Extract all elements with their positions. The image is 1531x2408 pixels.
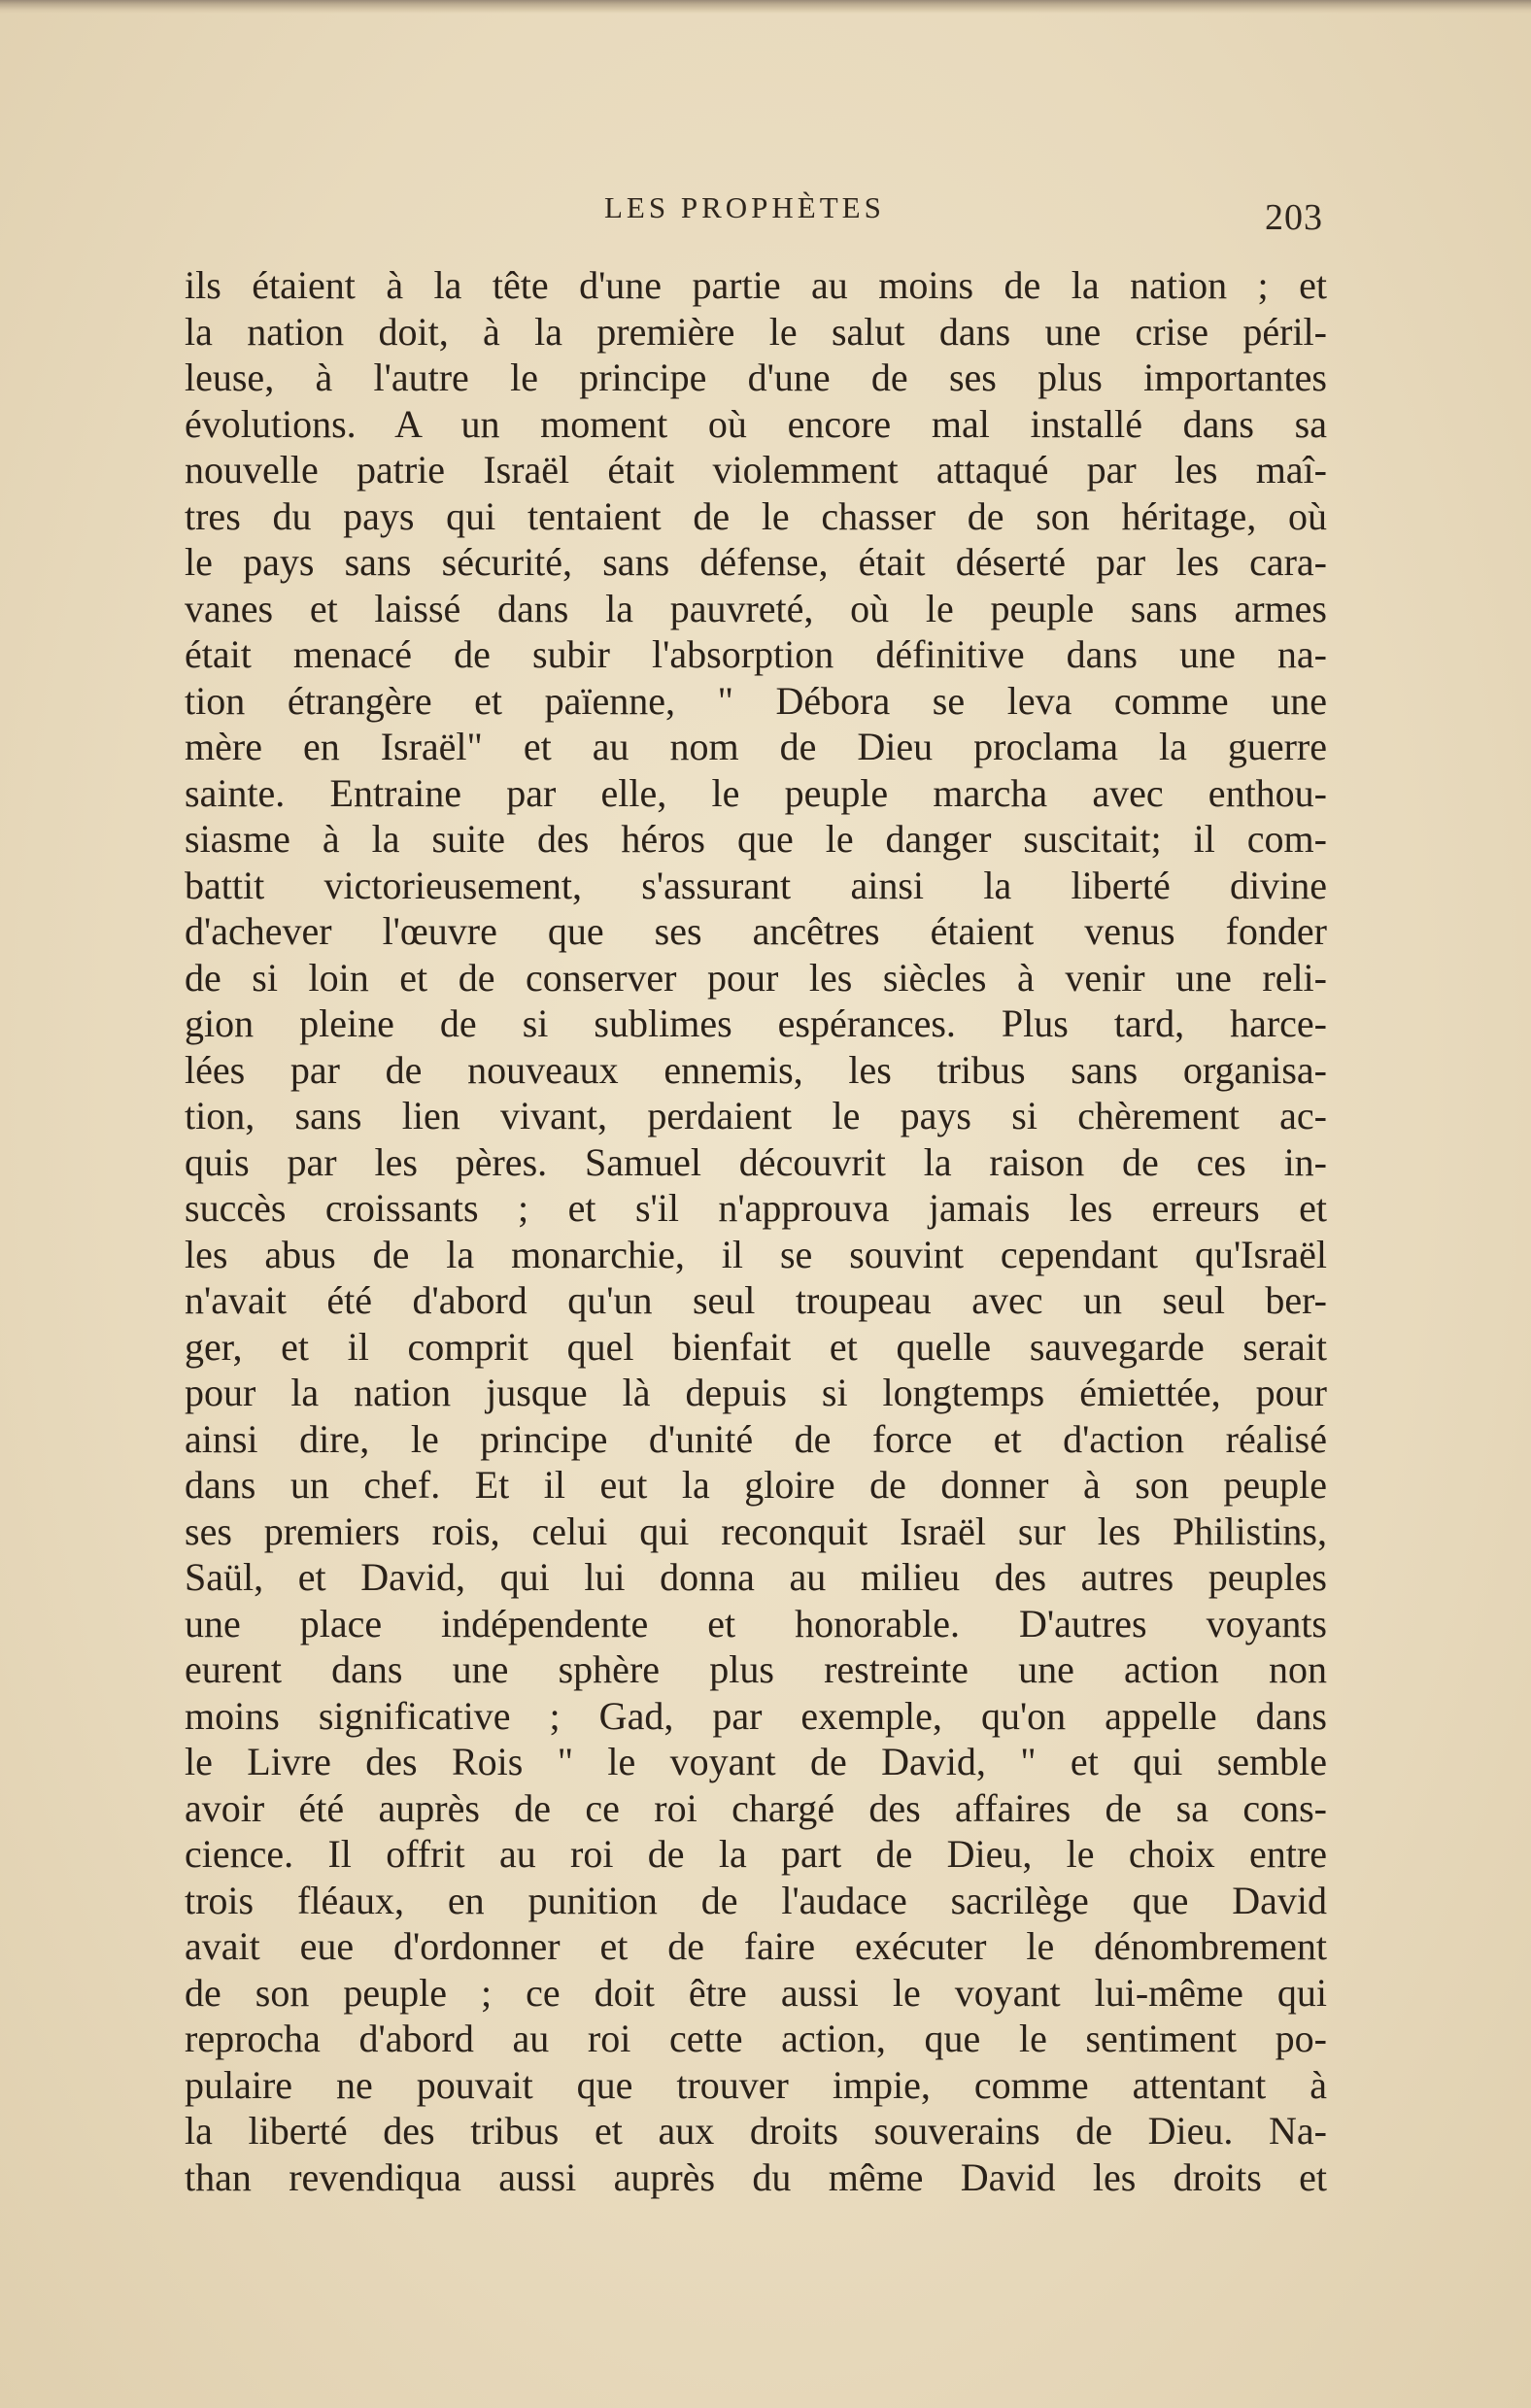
text-line: était menacé de subir l'absorption définitive dans une na-: [185, 632, 1327, 676]
text-line: le Livre des Rois " le voyant de David, " et qui semble: [185, 1740, 1327, 1783]
text-line: leuse, à l'autre le principe d'une de ses plus importantes: [185, 356, 1327, 399]
text-line: la nation doit, à la première le salut dans une crise péril-: [185, 309, 1327, 354]
text-line: eurent dans une sphère plus restreinte une action non: [185, 1647, 1327, 1691]
text-line: than revendiqua aussi auprès du même David les droits et: [185, 2154, 1327, 2199]
text-line: évolutions. A un moment où encore mal installé dans sa: [185, 401, 1327, 446]
text-line: lées par de nouveaux ennemis, les tribus sans organisa-: [185, 1047, 1327, 1092]
text-line: tion étrangère et païenne, " Débora se leva comme une: [185, 678, 1327, 723]
text-line: succès croissants ; et s'il n'approuva jamais les erreurs et: [185, 1186, 1327, 1230]
text-line: pulaire ne pouvait que trouver impie, comme attentant à: [185, 2062, 1327, 2107]
text-line: Saül, et David, qui lui donna au milieu des autres peuples: [185, 1555, 1327, 1599]
running-head-title: LES PROPHÈTES: [604, 190, 885, 224]
text-line: ses premiers rois, celui qui reconquit Israël sur les Philistins,: [185, 1509, 1327, 1553]
text-line: de si loin et de conserver pour les siècles à venir une reli-: [185, 955, 1327, 1000]
page-top-edge: [0, 0, 1531, 14]
text-line: avait eue d'ordonner et de faire exécuter le dénombrement: [185, 1924, 1327, 1968]
text-line: pour la nation jusque là depuis si longtemps émiettée, pour: [185, 1371, 1327, 1414]
page-number: 203: [1265, 197, 1323, 238]
text-line: n'avait été d'abord qu'un seul troupeau avec un seul ber-: [185, 1278, 1327, 1322]
text-line: ils étaient à la tête d'une partie au moins de la nation ; et: [185, 263, 1327, 307]
text-line: ger, et il comprit quel bienfait et quelle sauvegarde serait: [185, 1324, 1327, 1369]
text-line: trois fléaux, en punition de l'audace sacrilège que David: [185, 1878, 1327, 1922]
text-line: dans un chef. Et il eut la gloire de donner à son peuple: [185, 1463, 1327, 1507]
running-head: [0, 190, 1531, 239]
text-line: nouvelle patrie Israël était violemment attaqué par les maî-: [185, 448, 1327, 492]
text-line: cience. Il offrit au roi de la part de Dieu, le choix entre: [185, 1832, 1327, 1876]
text-line: de son peuple ; ce doit être aussi le voyant lui-même qui: [185, 1970, 1327, 2015]
text-line: moins significative ; Gad, par exemple, qu'on appelle dans: [185, 1693, 1327, 1738]
text-line: gion pleine de si sublimes espérances. Plus tard, harce-: [185, 1001, 1327, 1045]
text-line: sainte. Entraine par elle, le peuple marcha avec enthou-: [185, 770, 1327, 815]
text-line: tres du pays qui tentaient de le chasser de son héritage, où: [185, 493, 1327, 538]
text-line: battit victorieusement, s'assurant ainsi la liberté divine: [185, 863, 1327, 907]
text-line: la liberté des tribus et aux droits souverains de Dieu. Na-: [185, 2109, 1327, 2153]
text-line: ainsi dire, le principe d'unité de force et d'action réalisé: [185, 1416, 1327, 1461]
text-line: une place indépendente et honorable. D'autres voyants: [185, 1601, 1327, 1645]
text-line: siasme à la suite des héros que le danger suscitait; il com-: [185, 817, 1327, 861]
text-line: quis par les pères. Samuel découvrit la raison de ces in-: [185, 1139, 1327, 1184]
text-line: avoir été auprès de ce roi chargé des affaires de sa cons-: [185, 1785, 1327, 1830]
text-line: vanes et laissé dans la pauvreté, où le peuple sans armes: [185, 586, 1327, 630]
text-line: mère en Israël" et au nom de Dieu proclama la guerre: [185, 725, 1327, 768]
text-line: tion, sans lien vivant, perdaient le pays si chèrement ac-: [185, 1094, 1327, 1137]
text-line: le pays sans sécurité, sans défense, était déserté par les cara-: [185, 540, 1327, 584]
text-line: d'achever l'œuvre que ses ancêtres étaient venus fonder: [185, 909, 1327, 953]
text-line: les abus de la monarchie, il se souvint cependant qu'Israël: [185, 1232, 1327, 1276]
text-line: reprocha d'abord au roi cette action, que le sentiment po-: [185, 2017, 1327, 2060]
body-text: [185, 262, 1327, 2200]
